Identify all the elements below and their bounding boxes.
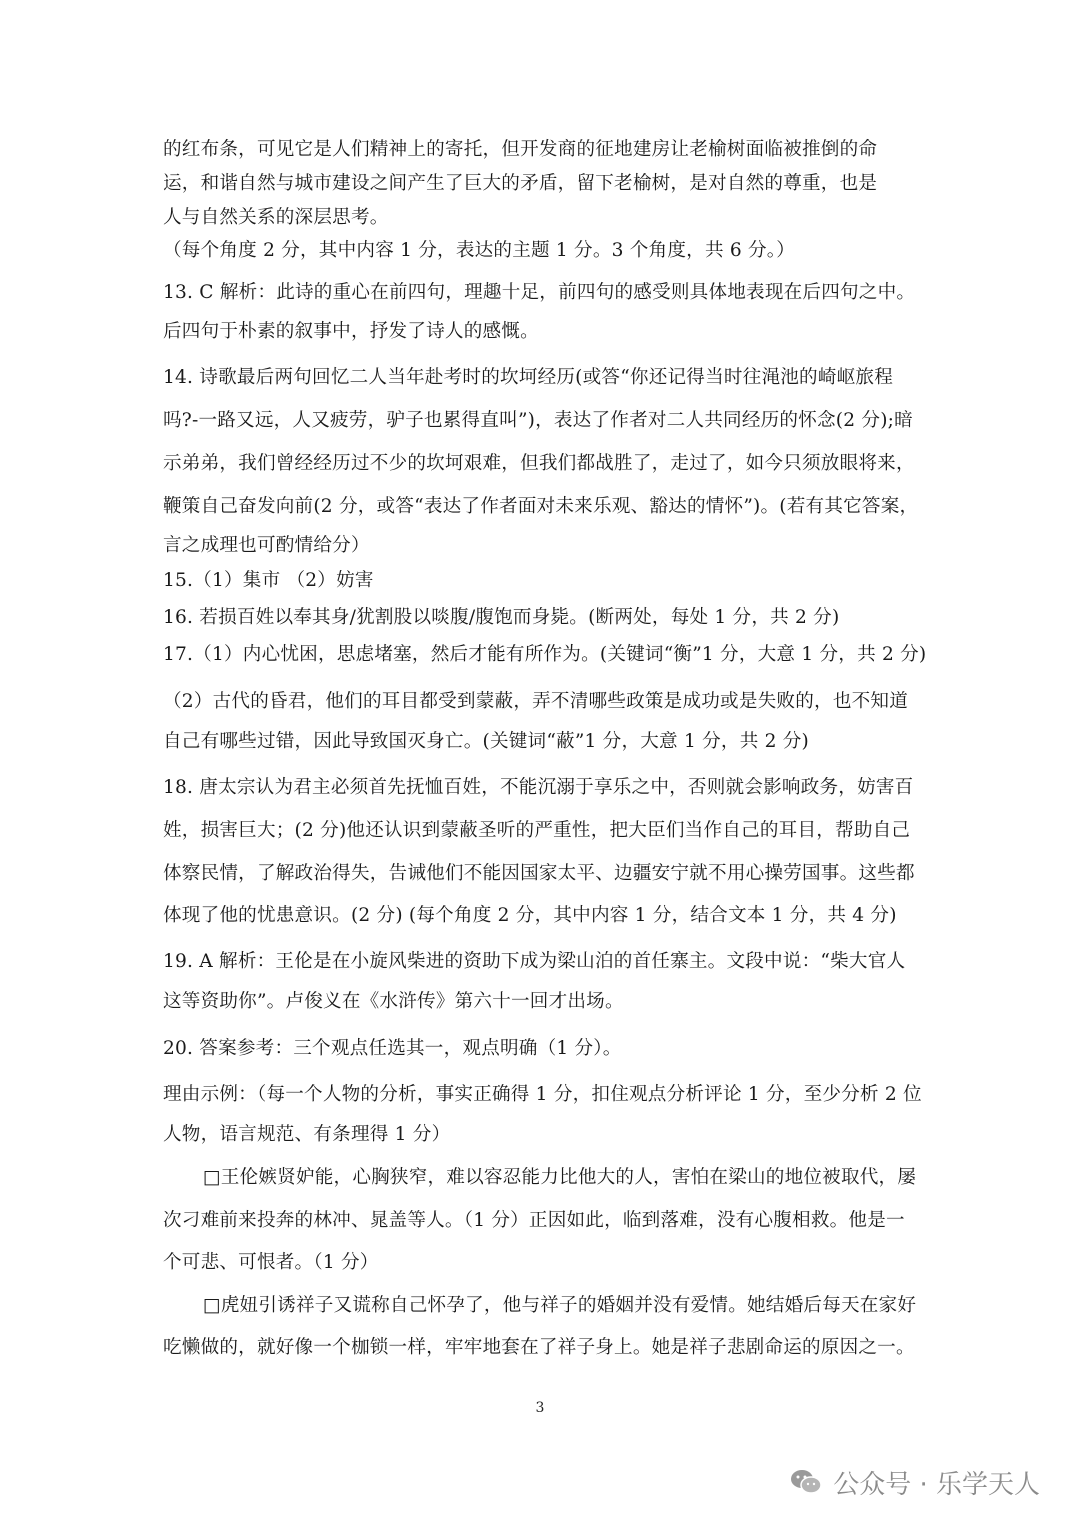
scoring-note: （每个角度 2 分，其中内容 1 分，表达的主题 1 分。3 个角度，共 6 分。） <box>163 240 796 261</box>
answer-15: 15.（1）集市 （2）妨害 <box>163 570 374 591</box>
answer-14: 14. 诗歌最后两句回忆二人当年赴考时的坎坷经历(或答“你还记得当时往渑池的崎岖旅程 <box>163 367 894 388</box>
answer-17-1: 17.（1）内心忧困，思虑堵塞，然后才能有所作为。(关键词“衡”1 分，大意 1 分，共 2 分) <box>163 644 927 665</box>
text-line: 人物，语言规范、有条理得 1 分） <box>163 1124 451 1145</box>
text-line: 理由示例：（每一个人物的分析，事实正确得 1 分，扣住观点分析评论 1 分，至少分析 2 位 <box>163 1084 922 1105</box>
answer-19: 19. A 解析：王伦是在小旋风柴进的资助下成为梁山泊的首任寨主。文段中说：“柴大官人 <box>163 951 906 972</box>
text-line: 个可悲、可恨者。（1 分） <box>163 1252 379 1273</box>
example-paragraph: □王伦嫉贤妒能，心胸狭窄，难以容忍能力比他大的人，害怕在梁山的地位被取代，屡 <box>203 1167 917 1188</box>
watermark <box>789 1462 1040 1502</box>
text-line: 吗?-一路又远，人又疲劳，驴子也累得直叫”)，表达了作者对二人共同经历的怀念(2 分);暗 <box>163 410 913 431</box>
text-line: 运，和谐自然与城市建设之间产生了巨大的矛盾，留下老榆树，是对自然的尊重，也是 <box>163 173 878 194</box>
wechat-icon <box>789 1465 823 1499</box>
answer-18: 18. 唐太宗认为君主必须首先抚恤百姓，不能沉溺于享乐之中，否则就会影响政务，妨害百 <box>163 777 914 798</box>
text-line: 这等资助你”。卢俊义在《水浒传》第六十一回才出场。 <box>163 991 624 1012</box>
answer-13: 13. C 解析：此诗的重心在前四句，理趣十足，前四句的感受则具体地表现在后四句之中。 <box>163 282 916 303</box>
text-line: 言之成理也可酌情给分） <box>163 535 370 556</box>
text-line: 自己有哪些过错，因此导致国灭身亡。(关键词“蔽”1 分，大意 1 分，共 2 分) <box>163 731 809 752</box>
example-paragraph: □虎妞引诱祥子又谎称自己怀孕了，他与祥子的婚姻并没有爱情。她结婚后每天在家好 <box>203 1295 917 1316</box>
text-line: 体现了他的忧患意识。(2 分) (每个角度 2 分，其中内容 1 分，结合文本 1 分，共 4 分) <box>163 905 897 926</box>
page-number: 3 <box>535 1400 545 1416</box>
text-line: 吃懒做的，就好像一个枷锁一样，牢牢地套在了祥子身上。她是祥子悲剧命运的原因之一。 <box>163 1337 915 1358</box>
text-line: 人与自然关系的深层思考。 <box>163 207 389 228</box>
text-line: 次刁难前来投奔的林冲、晁盖等人。（1 分）正因如此，临到落难，没有心腹相救。他是一 <box>163 1210 905 1231</box>
text-line: 鞭策自己奋发向前(2 分，或答“表达了作者面对未来乐观、豁达的情怀”)。(若有其它答案， <box>163 496 919 517</box>
text-line: 示弟弟，我们曾经经历过不少的坎坷艰难，但我们都战胜了，走过了，如今只须放眼将来， <box>163 453 915 474</box>
text-line: 的红布条，可见它是人们精神上的寄托，但开发商的征地建房让老榆树面临被推倒的命 <box>163 139 878 160</box>
answer-16: 16. 若损百姓以奉其身/犹割股以啖腹/腹饱而身毙。(断两处，每处 1 分，共 2 分) <box>163 607 840 628</box>
text-line: 体察民情，了解政治得失，告诫他们不能因国家太平、边疆安宁就不用心操劳国事。这些都 <box>163 863 915 884</box>
text-line: 姓，损害巨大；(2 分)他还认识到蒙蔽圣听的严重性，把大臣们当作自己的耳目，帮助自己 <box>163 820 911 841</box>
answer-17-2: （2）古代的昏君，他们的耳目都受到蒙蔽，弄不清哪些政策是成功或是失败的，也不知道 <box>163 691 908 712</box>
watermark-text: 公众号 · 乐学天人 <box>833 1469 1040 1500</box>
answer-20: 20. 答案参考：三个观点任选其一，观点明确（1 分）。 <box>163 1038 622 1059</box>
text-line: 后四句于朴素的叙事中，抒发了诗人的感慨。 <box>163 321 539 342</box>
